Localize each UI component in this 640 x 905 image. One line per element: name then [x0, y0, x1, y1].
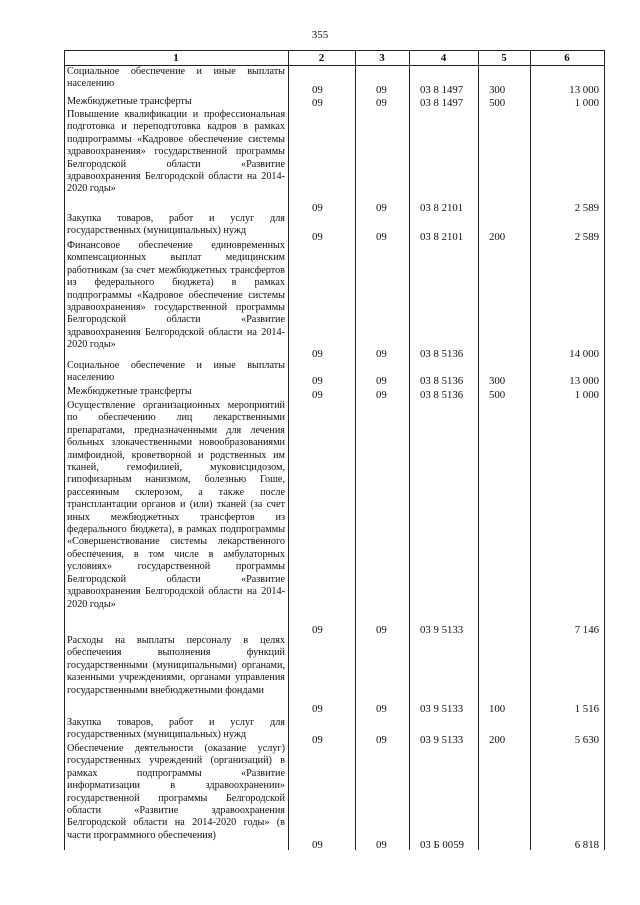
row-subsection: 09 — [376, 202, 387, 214]
column-border — [355, 50, 356, 850]
row-section: 09 — [312, 231, 323, 243]
row-description: Межбюджетные трансферты — [67, 386, 192, 397]
row-description: Межбюджетные трансферты — [67, 96, 192, 107]
row-target-article: 03 8 5136 — [420, 375, 464, 387]
row-description: Финансовое обеспечение единовременных компенсационных выплат медицинским работникам (за счет межбюджетных трансфертов из федерального бюджета) в рамках подпрограммы «Кадровое обеспечение системы здравоохранения» государственной программы Белгородской области «Развитие здравоохранения Белгородской области на 2014-2020 годы» — [67, 240, 285, 351]
header-col-6: 6 — [564, 52, 570, 64]
budget-table — [64, 50, 605, 850]
row-section: 09 — [312, 375, 323, 387]
row-amount: 2 589 — [574, 231, 599, 243]
row-description: Закупка товаров, работ и услуг для государственных (муниципальных) нужд — [67, 717, 285, 741]
row-subsection: 09 — [376, 231, 387, 243]
header-col-4: 4 — [440, 52, 447, 64]
row-target-article: 03 8 2101 — [420, 231, 464, 243]
row-expense-type: 300 — [489, 375, 506, 387]
row-amount: 13 000 — [569, 84, 599, 96]
row-section: 09 — [312, 703, 323, 715]
row-amount: 7 146 — [574, 624, 599, 636]
header-col-3: 3 — [379, 52, 385, 64]
row-section: 09 — [312, 624, 323, 636]
row-target-article: 03 9 5133 — [420, 624, 464, 636]
row-target-article: 03 9 5133 — [420, 734, 464, 746]
row-subsection: 09 — [376, 839, 387, 851]
row-amount: 1 000 — [574, 389, 599, 401]
row-amount: 1 000 — [574, 97, 599, 109]
row-amount: 5 630 — [574, 734, 599, 746]
row-description: Закупка товаров, работ и услуг для государственных (муниципальных) нужд — [67, 213, 285, 237]
row-expense-type: 500 — [489, 97, 506, 109]
row-description: Осуществление организационных мероприятий по обеспечению лиц лекарственными препаратами, предназначенными для лечения больных злокачественными новообразованиями лимфоидной, кроветворной и родственных им тканей, гемофилией, муковисцидозом, гипофизарным нанизмом, болезнью Гоше, рассеянным склерозом, а также после трансплантации органов и (или) тканей (за счет иных межбюджетных трансфертов из федерального бюджета), в рамках подпрограммы «Совершенствование системы лекарственного обеспечения, в том числе в амбулаторных условиях» государственной программы Белгородской области «Развитие здравоохранения Белгородской области на 2014-2020 годы» — [67, 400, 285, 610]
row-target-article: 03 8 1497 — [420, 84, 464, 96]
row-subsection: 09 — [376, 624, 387, 636]
row-amount: 14 000 — [569, 348, 599, 360]
row-subsection: 09 — [376, 348, 387, 360]
row-section: 09 — [312, 84, 323, 96]
column-border — [288, 50, 289, 850]
row-amount: 1 516 — [574, 703, 599, 715]
row-target-article: 03 8 5136 — [420, 389, 464, 401]
row-section: 09 — [312, 389, 323, 401]
row-subsection: 09 — [376, 84, 387, 96]
row-target-article: 03 Б 0059 — [420, 839, 464, 851]
row-amount: 2 589 — [574, 202, 599, 214]
row-expense-type: 300 — [489, 84, 506, 96]
column-border — [530, 50, 531, 850]
row-amount: 6 818 — [574, 839, 599, 851]
column-border — [604, 50, 605, 850]
row-section: 09 — [312, 97, 323, 109]
table-top-border — [64, 50, 605, 51]
row-subsection: 09 — [376, 97, 387, 109]
row-expense-type: 200 — [489, 231, 506, 243]
row-section: 09 — [312, 348, 323, 360]
row-expense-type: 200 — [489, 734, 506, 746]
row-subsection: 09 — [376, 389, 387, 401]
row-subsection: 09 — [376, 734, 387, 746]
row-description: Обеспечение деятельности (оказание услуг) государственных учреждений (организаций) в рамках подпрограммы «Развитие информатизации в здравоохранении» государственной программы Белгородской области «Развитие здравоохранения Белгородской области на 2014-2020 годы» (в части программного обеспечения) — [67, 743, 285, 841]
page-number: 355 — [311, 29, 329, 41]
column-border — [64, 50, 65, 850]
row-section: 09 — [312, 202, 323, 214]
row-target-article: 03 9 5133 — [420, 703, 464, 715]
row-description: Расходы на выплаты персоналу в целях обеспечения выполнения функций государственными (муниципальными) органами, казенными учреждениями, органами управления государственными внебюджетными фондами — [67, 635, 285, 696]
row-subsection: 09 — [376, 375, 387, 387]
header-col-2: 2 — [318, 52, 325, 64]
row-expense-type: 100 — [489, 703, 506, 715]
row-expense-type: 500 — [489, 389, 506, 401]
column-border — [478, 50, 479, 850]
row-section: 09 — [312, 839, 323, 851]
row-amount: 13 000 — [569, 375, 599, 387]
row-subsection: 09 — [376, 703, 387, 715]
row-description: Социальное обеспечение и иные выплаты населению — [67, 66, 285, 90]
row-target-article: 03 8 2101 — [420, 202, 464, 214]
column-border — [409, 50, 410, 850]
row-target-article: 03 8 5136 — [420, 348, 464, 360]
row-description: Социальное обеспечение и иные выплаты населению — [67, 360, 285, 384]
row-description: Повышение квалификации и профессиональная подготовка и переподготовка кадров в рамках подпрограммы «Кадровое обеспечение системы здравоохранения» государственной программы Белгородской области «Развитие здравоохранения Белгородской области на 2014-2020 годы» — [67, 109, 285, 195]
row-section: 09 — [312, 734, 323, 746]
header-col-5: 5 — [501, 52, 507, 64]
row-target-article: 03 8 1497 — [420, 97, 464, 109]
header-col-1: 1 — [173, 52, 179, 64]
